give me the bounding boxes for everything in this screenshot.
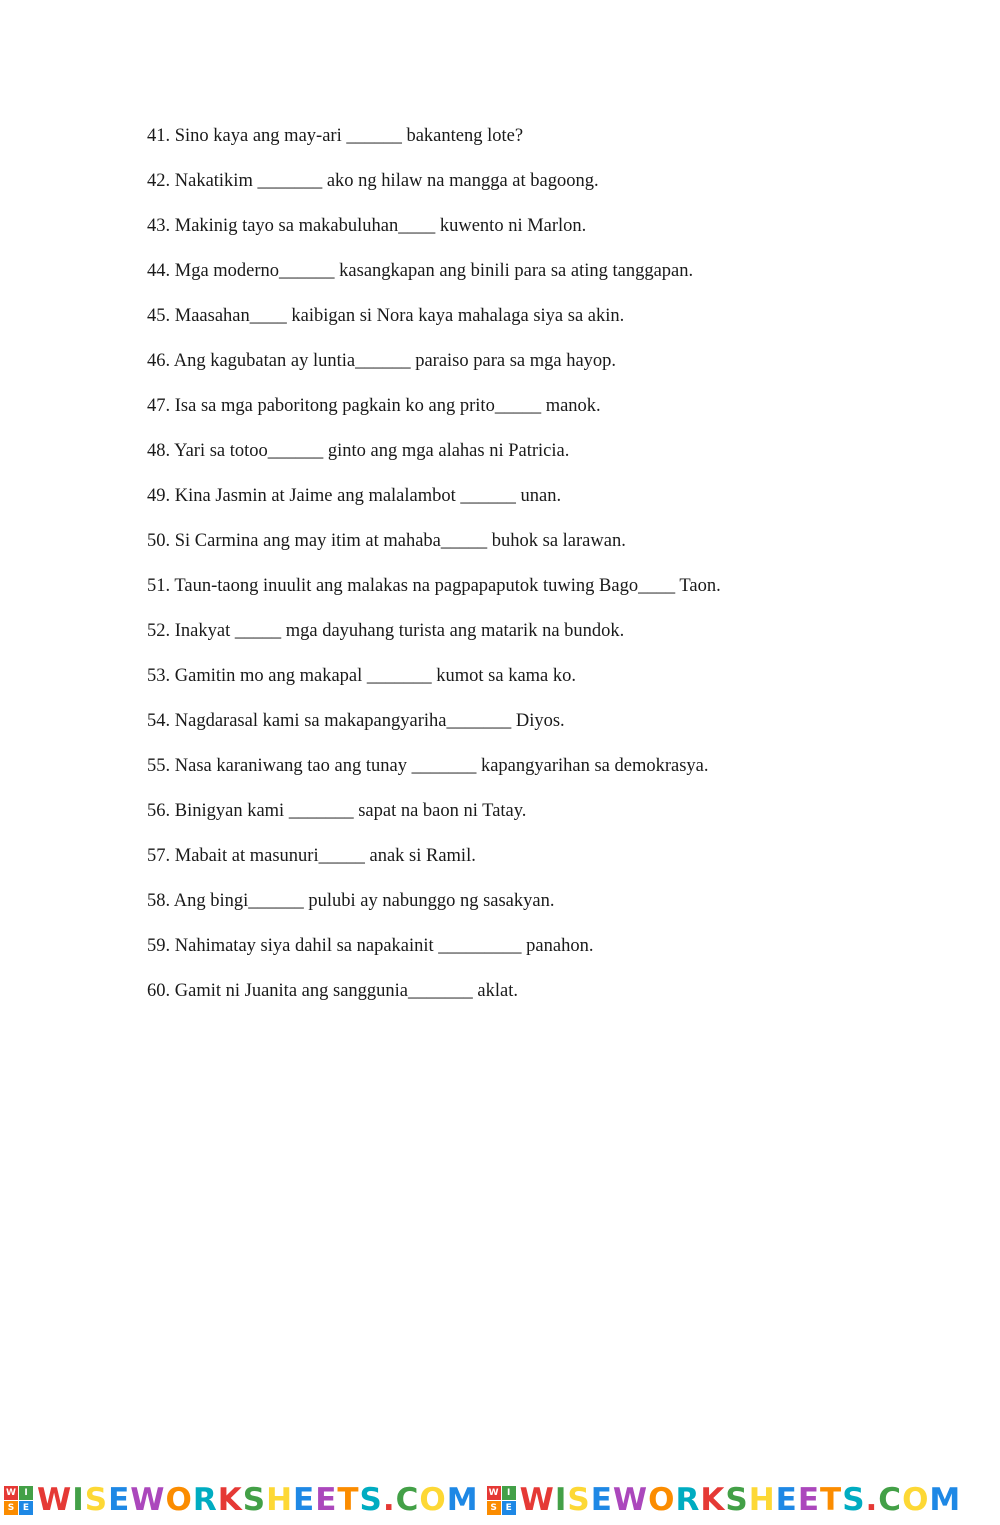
item-51: 51. Taun-taong inuulit ang malakas na pagpapaputok tuwing Bago____ Taon. xyxy=(147,576,721,596)
item-45: 45. Maasahan____ kaibigan si Nora kaya mahalaga siya sa akin. xyxy=(147,306,625,326)
item-48: 48. Yari sa totoo______ ginto ang mga alahas ni Patricia. xyxy=(147,441,570,461)
item-47: 47. Isa sa mga paboritong pagkain ko ang prito_____ manok. xyxy=(147,396,601,416)
wise-logo-icon: W I S E xyxy=(487,1486,516,1515)
watermark-logo-2 xyxy=(487,1481,962,1518)
item-42: 42. Nakatikim _______ ako ng hilaw na mangga at bagoong. xyxy=(147,171,599,191)
wise-logo-icon: W I S E xyxy=(4,1486,33,1515)
item-53: 53. Gamitin mo ang makapal _______ kumot sa kama ko. xyxy=(147,666,577,686)
brand-text: WISEWORKSHEETS.COM xyxy=(37,1481,479,1518)
item-55: 55. Nasa karaniwang tao ang tunay _______ kapangyarihan sa demokrasya. xyxy=(147,756,709,776)
item-44: 44. Mga moderno______ kasangkapan ang binili para sa ating tanggapan. xyxy=(147,261,694,281)
worksheet-items xyxy=(147,114,967,1014)
item-54: 54. Nagdarasal kami sa makapangyariha_______ Diyos. xyxy=(147,711,565,731)
item-59: 59. Nahimatay siya dahil sa napakainit _________ panahon. xyxy=(147,936,594,956)
item-43: 43. Makinig tayo sa makabuluhan____ kuwento ni Marlon. xyxy=(147,216,587,236)
item-49: 49. Kina Jasmin at Jaime ang malalambot ______ unan. xyxy=(147,486,562,506)
item-50: 50. Si Carmina ang may itim at mahaba_____ buhok sa larawan. xyxy=(147,531,626,551)
item-52: 52. Inakyat _____ mga dayuhang turista ang matarik na bundok. xyxy=(147,621,625,641)
watermark-brand-text xyxy=(519,1481,962,1518)
watermark-brand-text xyxy=(37,1481,479,1518)
watermark-logo xyxy=(4,1481,479,1518)
item-41: 41. Sino kaya ang may-ari ______ bakanteng lote? xyxy=(147,126,524,146)
item-57: 57. Mabait at masunuri_____ anak si Ramil. xyxy=(147,846,476,866)
item-56: 56. Binigyan kami _______ sapat na baon ni Tatay. xyxy=(147,801,527,821)
item-58: 58. Ang bingi______ pulubi ay nabunggo ng sasakyan. xyxy=(147,891,555,911)
footer-watermark xyxy=(0,1475,1000,1525)
brand-text: WISEWORKSHEETS.COM xyxy=(519,1481,962,1518)
item-60: 60. Gamit ni Juanita ang sanggunia_______ aklat. xyxy=(147,981,518,1001)
item-46: 46. Ang kagubatan ay luntia______ paraiso para sa mga hayop. xyxy=(147,351,617,371)
